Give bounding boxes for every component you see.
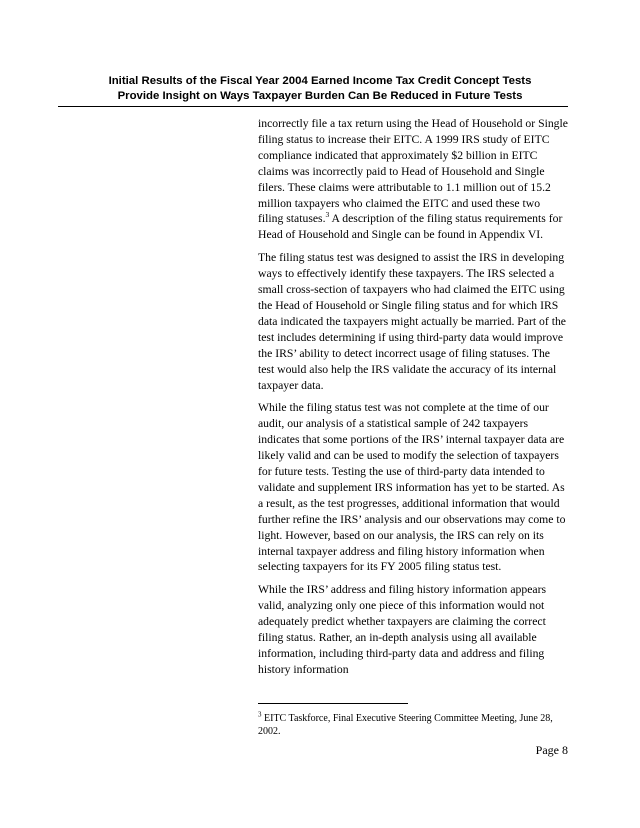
header-title-line-2: Provide Insight on Ways Taxpayer Burden Can Be Reduced in Future Tests [117,90,523,102]
body-text [258,116,568,678]
paragraph-1-text: incorrectly file a tax return using the Head of Household or Single filing status to increase their EITC. A 1999 IRS study of EITC compliance indicated that approximately $2 billion in EITC claims was incorrectly paid to Head of Household and Single filers. These claims were attributable to 1.1 million out of 15.2 million taxpayers who claimed the EITC and used these two filing statuses. [258,117,568,226]
footnote-reference: 3 [325,210,330,220]
paragraph-2: The filing status test was designed to assist the IRS in developing ways to effectively identify these taxpayers. The IRS selected a small cross-section of taxpayers who had claimed the EITC using the Head of Household or Single filing status and for which IRS data indicated the taxpayers might actually be married. Part of the test includes determining if using third-party data would improve the IRS’ ability to detect incorrect usage of filing statuses. The test would also help the IRS validate the accuracy of its internal taxpayer data. [258,251,566,392]
footnote-mark: 3 [258,710,262,719]
page-header [0,74,640,104]
paragraph-4: While the IRS’ address and filing history information appears valid, analyzing only one piece of this information would not adequately predict whether taxpayers are claiming the correct filing status. Rather, an in-depth analysis using all available information, including third-party data and address and filing history information [258,583,547,676]
footnote-divider [258,703,408,704]
header-divider [58,106,568,107]
paragraph-1 [258,116,568,243]
paragraph-1-text-continued: A description of the filing status requirements for Head of Household and Single can be found in Appendix VI. [258,212,563,242]
page-number: Page 8 [535,743,568,757]
header-title-line-1: Initial Results of the Fiscal Year 2004 Earned Income Tax Credit Concept Tests [108,75,532,87]
footnote [258,712,568,738]
footnote-text: EITC Taskforce, Final Executive Steering Committee Meeting, June 28, 2002. [258,713,553,737]
paragraph-3: While the filing status test was not complete at the time of our audit, our analysis of a statistical sample of 242 taxpayers indicates that some portions of the IRS’ internal taxpayer data are likely valid and can be used to modify the selection of taxpayers for future tests. Testing the use of third-party data intended to validate and supplement IRS information has yet to be started. As a result, as the test progresses, additional information that would further refine the IRS’ analysis and our observations may come to light. However, based on our analysis, the IRS can rely on its internal taxpayer address and filing history information when selecting taxpayers for its FY 2005 filing status test. [258,401,566,574]
